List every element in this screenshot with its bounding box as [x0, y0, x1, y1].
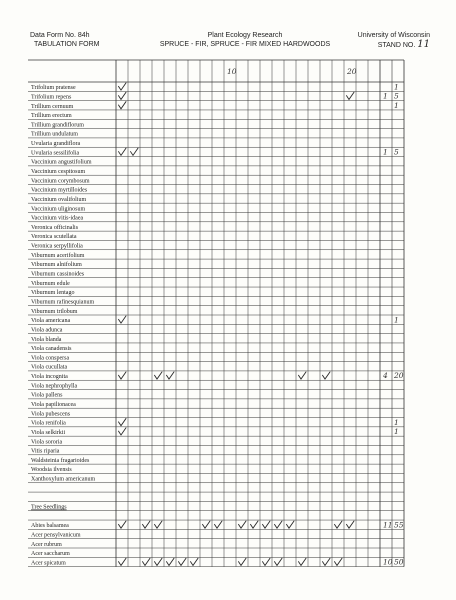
check-mark — [191, 558, 199, 565]
check-mark — [239, 558, 247, 565]
species-name: Viola blanda — [31, 336, 62, 343]
check-mark — [119, 316, 127, 323]
species-name: Trillium erectum — [31, 113, 72, 120]
frequency-count: 1 — [383, 91, 388, 101]
frequency-percent: 1 — [394, 315, 399, 325]
species-name: Viola pallens — [31, 392, 63, 399]
species-name: Vaccinium vitis-idaea — [31, 215, 84, 222]
species-name: Vaccinium uliginosum — [31, 206, 86, 213]
check-mark — [323, 558, 331, 565]
check-mark — [155, 372, 163, 379]
species-name: Viola canadensis — [31, 346, 72, 353]
check-mark — [119, 428, 127, 435]
check-mark — [119, 418, 127, 425]
check-mark — [335, 521, 343, 528]
species-name: Viola sororia — [31, 439, 63, 446]
species-name: Acer spicatum — [31, 560, 66, 567]
species-name: Veronica serpyllifolia — [31, 243, 83, 250]
check-mark — [299, 372, 307, 379]
check-mark — [203, 521, 211, 528]
check-mark — [143, 558, 151, 565]
species-name: Acer pensylvanicum — [31, 532, 81, 539]
species-name: Woodsia ilvensis — [31, 467, 72, 474]
frequency-percent: 55 — [394, 520, 404, 530]
form-number: Data Form No. 84h — [30, 32, 90, 39]
species-name: Viburnum edule — [31, 280, 70, 287]
check-mark — [143, 521, 151, 528]
frequency-count: 10 — [383, 557, 393, 567]
species-name: Waldsteinia fragarioides — [31, 457, 90, 464]
check-mark — [251, 521, 259, 528]
check-mark — [299, 558, 307, 565]
frequency-count: 1 — [383, 147, 388, 157]
check-mark — [119, 558, 127, 565]
species-name: Viola cucullata — [31, 364, 68, 371]
species-name: Viola americana — [31, 318, 71, 325]
university: University of Wisconsin — [357, 32, 430, 39]
frequency-percent: 1 — [394, 100, 399, 110]
check-mark — [119, 148, 127, 155]
species-name: Viburnum acerifolium — [31, 252, 85, 259]
species-name: Viburnum rafinesquianum — [31, 299, 95, 306]
check-mark — [335, 558, 343, 565]
species-name: Viola nephrophylla — [31, 383, 78, 390]
species-name: Viburnum cassinoides — [31, 271, 85, 278]
check-mark — [167, 558, 175, 565]
check-mark — [119, 521, 127, 528]
check-mark — [179, 558, 187, 565]
species-name: Veronica officinalis — [31, 224, 79, 231]
species-name: Uvularia grandiflora — [31, 141, 81, 148]
frequency-count: 11 — [383, 520, 393, 530]
check-mark — [119, 102, 127, 109]
species-name: Vaccinium myrtilloides — [31, 187, 88, 194]
frequency-percent: 1 — [394, 417, 399, 427]
check-mark — [167, 372, 175, 379]
species-name: Vaccinium ovalifolium — [31, 196, 87, 203]
species-name: Viola renifolia — [31, 420, 66, 427]
check-mark — [155, 521, 163, 528]
species-name: Trifolium repens — [31, 94, 72, 101]
species-name: Tree Seedlings — [31, 504, 67, 511]
check-mark — [275, 558, 283, 565]
column-marker-20: 20 — [347, 67, 357, 76]
species-name: Viola incognita — [31, 374, 68, 381]
species-name: Viola pubescens — [31, 411, 71, 418]
species-name: Vitis riparia — [31, 448, 60, 455]
species-name: Veronica scutellata — [31, 234, 77, 241]
column-marker-10: 10 — [227, 67, 237, 76]
species-name: Xanthoxylum americanum — [31, 476, 96, 483]
frequency-percent: 1 — [394, 427, 399, 437]
species-name: Acer rubrum — [31, 541, 62, 548]
check-mark — [263, 521, 271, 528]
check-mark — [155, 558, 163, 565]
forest-type: SPRUCE - FIR, SPRUCE - FIR MIXED HARDWOODS — [159, 41, 331, 48]
check-mark — [131, 148, 139, 155]
frequency-count: 4 — [383, 371, 388, 381]
frequency-percent: 5 — [394, 91, 399, 101]
species-name: Trillium cernuum — [31, 103, 74, 110]
check-mark — [119, 83, 127, 90]
check-mark — [287, 521, 295, 528]
species-name: Trillium grandiflorum — [31, 122, 84, 129]
frequency-percent: 1 — [394, 82, 399, 92]
species-name: Viburnum lentago — [31, 290, 75, 297]
check-mark — [275, 521, 283, 528]
check-mark — [347, 92, 355, 99]
check-mark — [263, 558, 271, 565]
frequency-percent: 50 — [394, 557, 404, 567]
species-name: Vaccinium corymbosum — [31, 178, 90, 185]
frequency-percent: 5 — [394, 147, 399, 157]
species-name: Uvularia sessilifolia — [31, 150, 80, 157]
check-mark — [119, 92, 127, 99]
species-name: Trillium undulatum — [31, 131, 78, 138]
frequency-percent: 20 — [394, 371, 404, 381]
stand-number: 11 — [417, 39, 430, 50]
form-title: TABULATION FORM — [34, 41, 100, 48]
check-mark — [323, 372, 331, 379]
species-name: Viola selkirkii — [31, 429, 66, 436]
species-name: Vaccinium cespitosum — [31, 169, 86, 175]
species-name: Viola conspersa — [31, 355, 70, 362]
check-mark — [215, 521, 223, 528]
species-name: Acer saccharum — [31, 551, 70, 558]
species-name: Vaccinium angustifolium — [31, 159, 92, 166]
organization: Plant Ecology Research — [207, 32, 283, 39]
species-name: Viola papilionacea — [31, 402, 76, 408]
check-mark — [239, 521, 247, 528]
species-name: Viburnum trilobum — [31, 308, 78, 315]
stand-label: STAND NO. — [377, 42, 416, 49]
check-mark — [119, 372, 127, 379]
species-name: Trifolium pratense — [31, 85, 76, 92]
check-mark — [347, 521, 355, 528]
species-name: Abies balsamea — [31, 523, 69, 530]
species-name: Viola adunca — [31, 327, 63, 334]
species-name: Viburnum alnifolium — [31, 262, 82, 269]
